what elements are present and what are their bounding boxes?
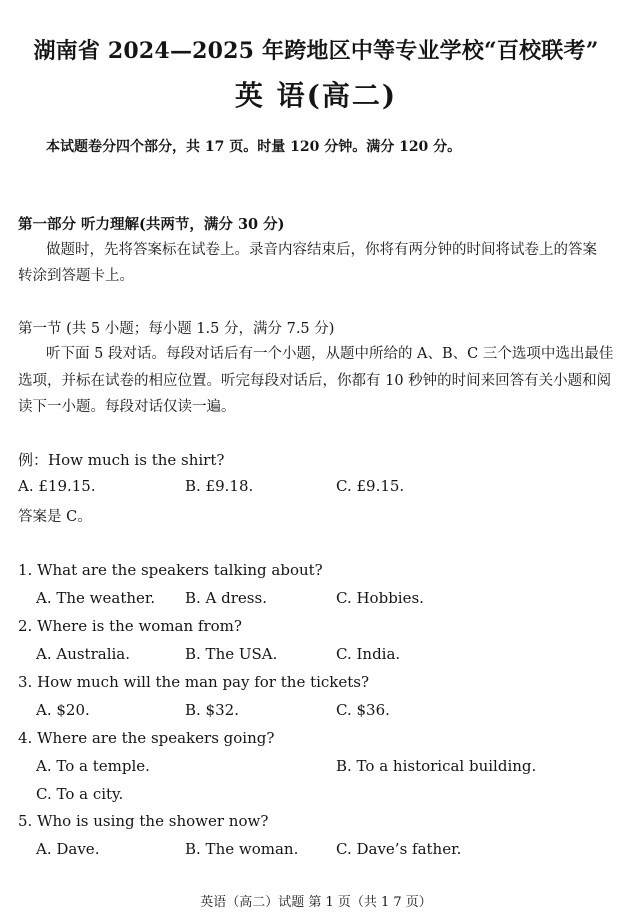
- example-question: 例：How much is the shirt?: [18, 451, 225, 469]
- question-3: 3. How much will the man pay for the tickets?: [18, 673, 370, 691]
- section1-line2: 选项，并标在试卷的相应位置。听完每段对话后，你都有 10 秒钟的时间来回答有关小题和阅: [18, 373, 612, 389]
- section1-title: 第一节 (共 5 小题；每小题 1.5 分，满分 7.5 分): [18, 321, 335, 337]
- part1-instructions-line2: 转涂到答题卡上。: [18, 268, 134, 284]
- section1-line3: 读下一小题。每段对话仅读一遍。: [18, 399, 236, 415]
- exam-title: 湖南省 2024—2025 年跨地区中等专业学校“百校联考”: [33, 38, 599, 64]
- example-option-b: B. £9.18.: [185, 477, 254, 495]
- q4-option-b: B. To a historical building.: [336, 757, 537, 775]
- q5-option-b: B. The woman.: [185, 840, 299, 858]
- q1-option-b: B. A dress.: [185, 589, 267, 607]
- subject-title: 英 语(高二): [234, 79, 398, 112]
- q2-option-b: B. The USA.: [185, 645, 278, 663]
- question-4: 4. Where are the speakers going?: [18, 729, 275, 747]
- section1-line1: 听下面 5 段对话。每段对话后有一个小题，从题中所给的 A、B、C 三个选项中选出最佳: [46, 346, 614, 362]
- example-option-c: C. £9.15.: [336, 477, 405, 495]
- part1-title: 第一部分 听力理解(共两节，满分 30 分): [18, 216, 285, 233]
- example-answer: 答案是 C。: [18, 509, 92, 525]
- exam-intro: 本试题卷分四个部分，共 17 页。时量 120 分钟。满分 120 分。: [46, 139, 462, 155]
- question-1: 1. What are the speakers talking about?: [18, 561, 323, 579]
- example-option-a: A. £19.15.: [18, 477, 96, 495]
- q3-option-b: B. $32.: [185, 701, 239, 719]
- q4-option-c: C. To a city.: [36, 785, 124, 803]
- q3-option-a: A. $20.: [36, 701, 90, 719]
- page-footer: 英语（高二）试题 第 1 页（共 1 7 页）: [200, 895, 432, 910]
- q3-option-c: C. $36.: [336, 701, 390, 719]
- q4-option-a: A. To a temple.: [36, 757, 150, 775]
- q1-option-a: A. The weather.: [36, 589, 156, 607]
- question-5: 5. Who is using the shower now?: [18, 812, 269, 830]
- q5-option-c: C. Dave’s father.: [336, 840, 462, 858]
- q5-option-a: A. Dave.: [36, 840, 100, 858]
- q1-option-c: C. Hobbies.: [336, 589, 424, 607]
- part1-instructions-line1: 做题时，先将答案标在试卷上。录音内容结束后，你将有两分钟的时间将试卷上的答案: [46, 242, 597, 258]
- q2-option-c: C. India.: [336, 645, 401, 663]
- question-2: 2. Where is the woman from?: [18, 617, 242, 635]
- q2-option-a: A. Australia.: [36, 645, 131, 663]
